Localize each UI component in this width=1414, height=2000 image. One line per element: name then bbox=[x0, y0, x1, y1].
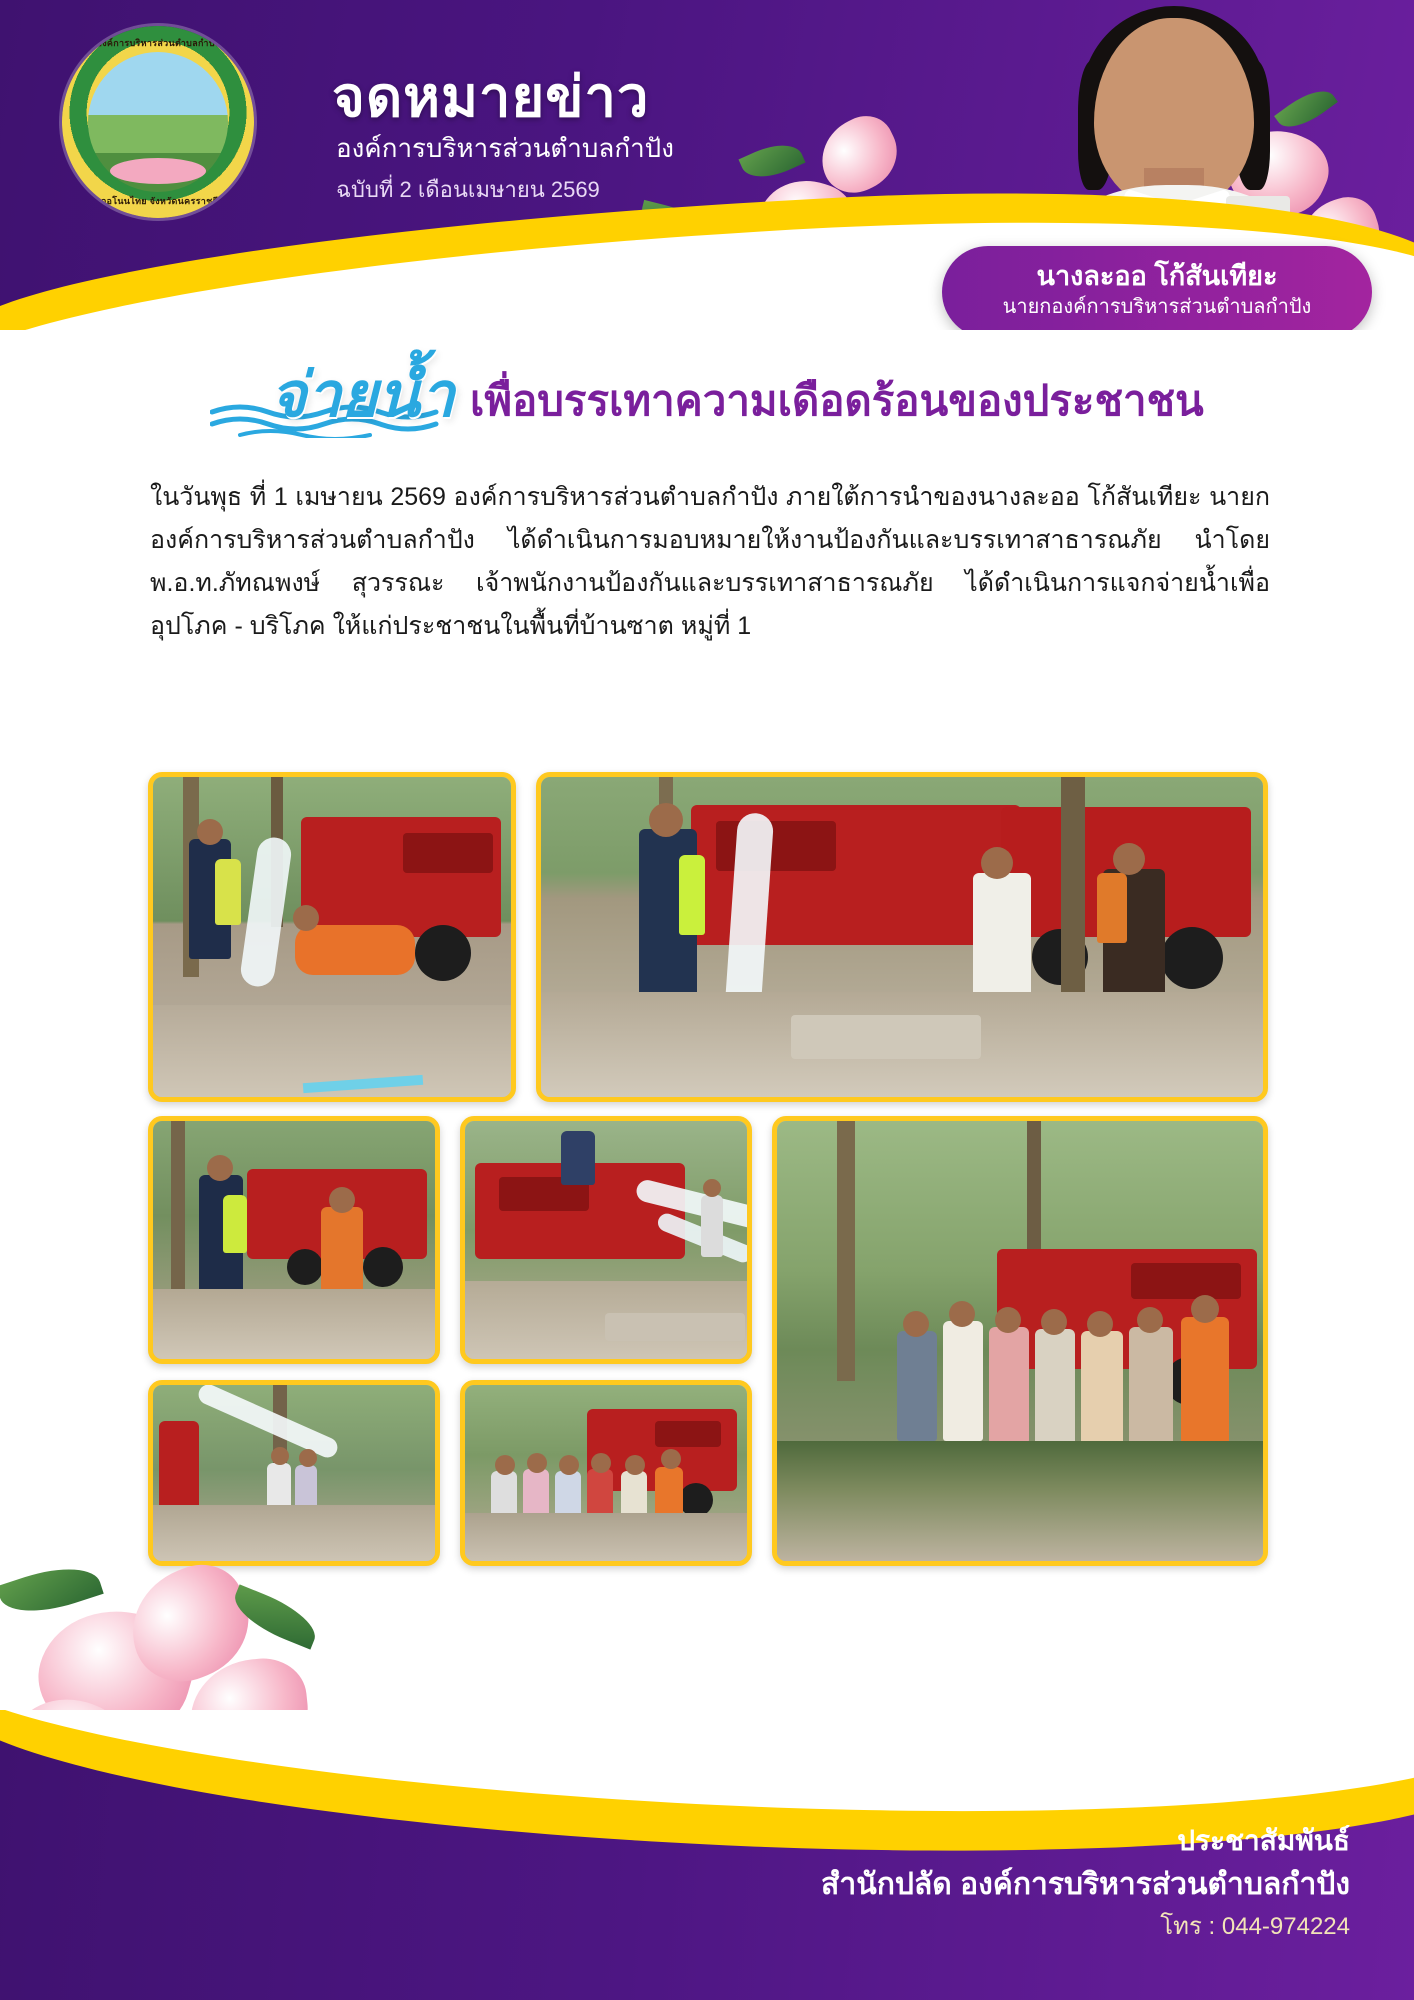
seal-ribbon bbox=[110, 158, 206, 184]
photo-3[interactable] bbox=[148, 1116, 440, 1364]
page-header bbox=[0, 0, 1414, 330]
photo-2[interactable] bbox=[536, 772, 1268, 1102]
article-banner bbox=[0, 340, 1414, 450]
seal-text-bottom: อำเภอโนนไทย จังหวัดนครราชสีมา bbox=[86, 196, 230, 206]
banner-highlight: จ่ายน้ำ bbox=[270, 361, 455, 430]
officer-name: นางละออ โก้สันเทียะ bbox=[1036, 261, 1278, 291]
article-body: ในวันพุธ ที่ 1 เมษายน 2569 องค์การบริหารส่วนตำบลกำปัง ภายใต้การนำของนางละออ โก้สันเทียะ นายกองค์การบริหารส่วนตำบลกำปัง ได้ดำเนินการมอบหมายให้งานป้องกันและบรรเทาสาธารณภัย นำโดย พ.อ.ท.ภัทณพงษ์ สุวรรณะ เจ้าพนักงานป้องกันและบรรเทาสาธารณภัย ได้ดำเนินการแจกจ่ายน้ำเพื่ออุปโภค - บริโภค ให้แก่ประชาชนในพื้นที่บ้านซาต หมู่ที่ 1 bbox=[150, 483, 1270, 640]
page-footer bbox=[0, 1710, 1414, 2000]
footer-contact bbox=[821, 1820, 1350, 1948]
issue-label: ฉบับที่ 2 เดือนเมษายน 2569 bbox=[336, 177, 600, 202]
footer-phone: โทร : 044-974224 bbox=[1160, 1913, 1350, 1941]
footer-office: สำนักปลัด องค์การบริหารส่วนตำบลกำปัง bbox=[821, 1868, 1350, 1902]
photo-4[interactable] bbox=[460, 1116, 752, 1364]
officer-name-badge bbox=[942, 246, 1372, 330]
organization-name: องค์การบริหารส่วนตำบลกำปัง bbox=[336, 133, 674, 163]
seal-text-top: องค์การบริหารส่วนตำบลกำปัง bbox=[96, 38, 220, 48]
banner-subtitle: เพื่อบรรเทาความเดือดร้อนของประชาชน bbox=[470, 377, 1204, 424]
officer-role: นายกองค์การบริหารส่วนตำบลกำปัง bbox=[1002, 296, 1312, 319]
photo-7[interactable] bbox=[460, 1380, 752, 1566]
photo-5[interactable] bbox=[772, 1116, 1268, 1566]
photo-1[interactable] bbox=[148, 772, 516, 1102]
footer-department: ประชาสัมพันธ์ bbox=[1177, 1825, 1350, 1857]
municipality-seal-icon bbox=[62, 26, 254, 218]
page-title: จดหมายข่าว bbox=[332, 65, 650, 128]
